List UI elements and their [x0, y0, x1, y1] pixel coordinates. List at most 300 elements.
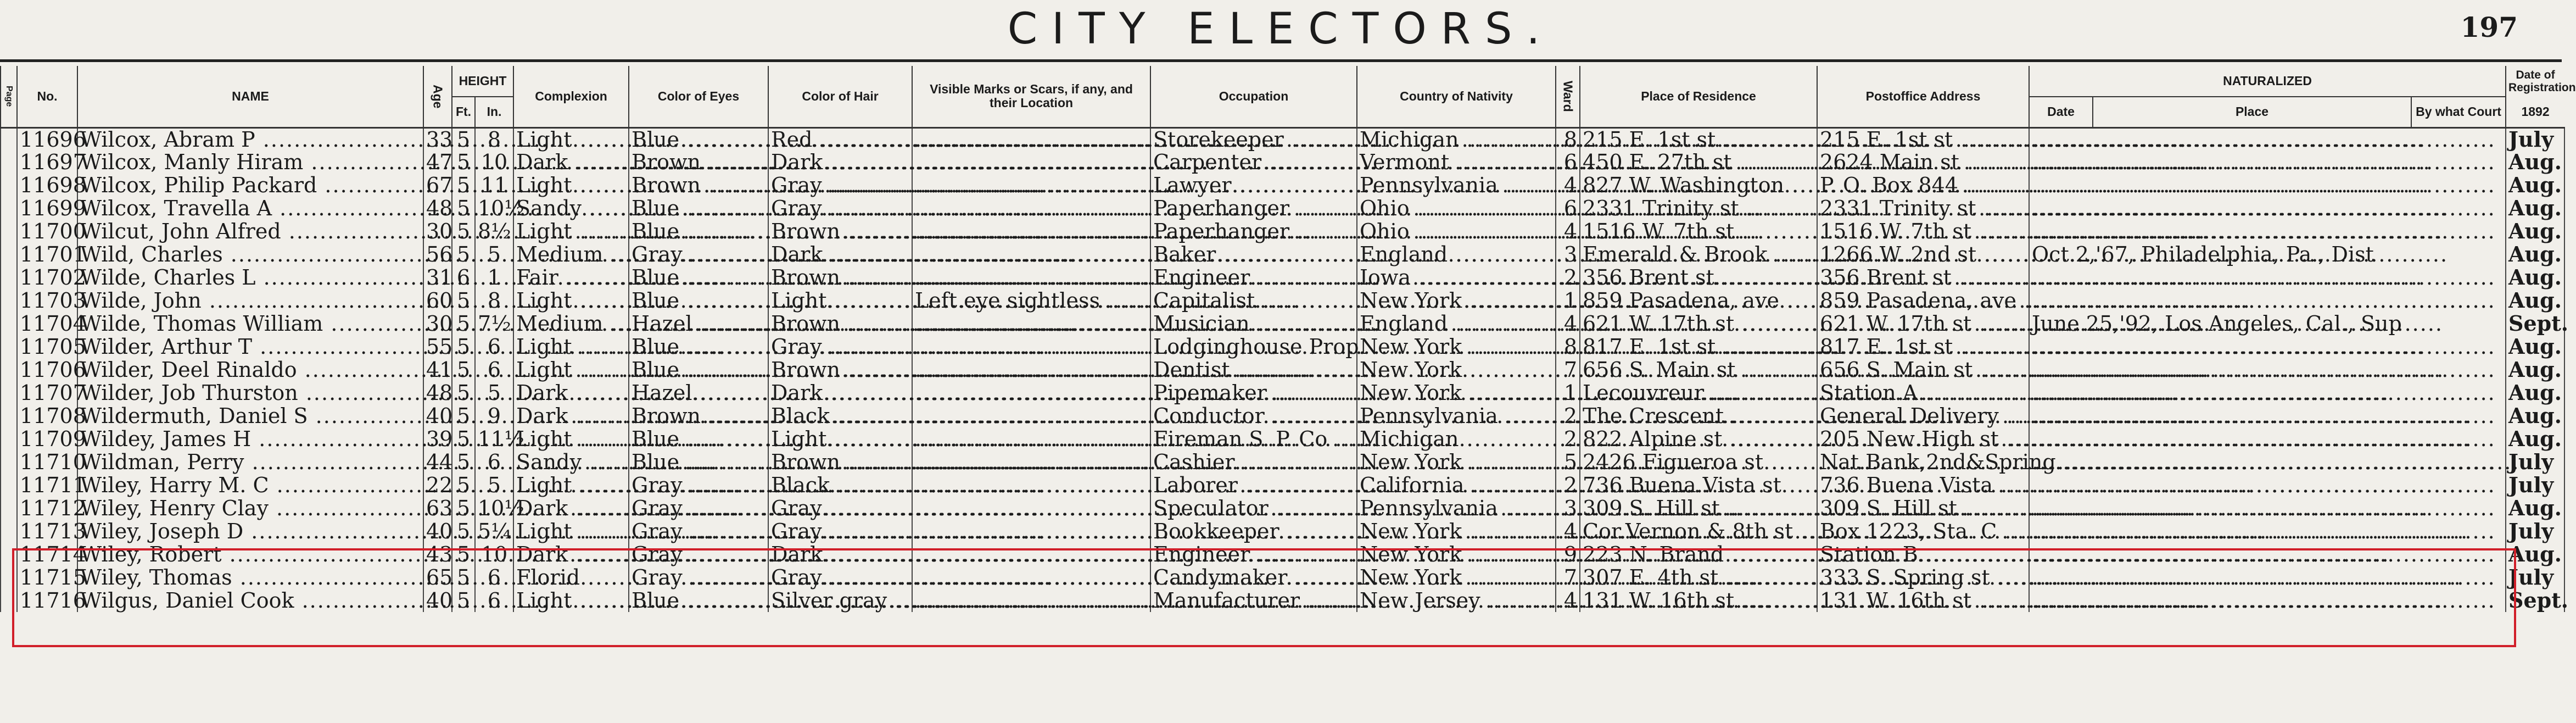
occupation-cell: Paperhanger .....: [1150, 197, 1357, 220]
height-in-cell: 5: [475, 381, 513, 404]
col-header-marks: Visible Marks or Scars, if any, and their Location: [912, 66, 1150, 127]
col-header-no: No.: [17, 66, 77, 127]
eyes-cell: Hazel .....: [629, 312, 768, 335]
height-in-cell: 11: [475, 174, 513, 197]
complexion-cell: Light .....: [513, 289, 629, 312]
eyes-cell: Gray .....: [629, 543, 768, 566]
ward-cell: 1: [1556, 381, 1580, 404]
height-ft-cell: 5: [452, 520, 475, 543]
number-cell: 11707: [17, 381, 77, 404]
name-cell: Wiley, Harry M. C .....: [77, 474, 423, 497]
ward-cell: 6: [1556, 197, 1580, 220]
ward-cell: 4: [1556, 220, 1580, 243]
table-row: [1, 151, 2564, 174]
occupation-cell: Carpenter .....: [1150, 151, 1357, 174]
residence-cell: 223 N. Brand .....: [1580, 543, 1817, 566]
number-cell: 11704: [17, 312, 77, 335]
ward-cell: 6: [1556, 151, 1580, 174]
page-title: CITY ELECTORS.: [1007, 4, 1555, 54]
eyes-cell: Brown .....: [629, 174, 768, 197]
table-row: [1, 497, 2564, 520]
residence-cell: 307 E. 4th st .....: [1580, 566, 1817, 589]
complexion-cell: Medium .....: [513, 243, 629, 266]
table-row: [1, 243, 2564, 266]
number-cell: 11706: [17, 358, 77, 381]
residence-cell: 736 Buena Vista st .....: [1580, 474, 1817, 497]
name-cell: Wildman, Perry .....: [77, 451, 423, 474]
page-cell: [1, 243, 17, 266]
country-cell: Ohio .....: [1357, 197, 1556, 220]
residence-cell: 1516 W. 7th st .....: [1580, 220, 1817, 243]
age-cell: 43: [423, 543, 452, 566]
header-row: [1, 66, 2564, 97]
hair-cell: Brown .....: [768, 451, 912, 474]
hair-cell: Brown .....: [768, 266, 912, 289]
country-cell: New York .....: [1357, 289, 1556, 312]
country-cell: Iowa .....: [1357, 266, 1556, 289]
occupation-cell: Pipemaker .....: [1150, 381, 1357, 404]
reg-month-cell: Aug.: [2506, 220, 2564, 243]
name-cell: Wilde, John .....: [77, 289, 423, 312]
occupation-cell: Engineer .....: [1150, 266, 1357, 289]
complexion-cell: Sandy .....: [513, 451, 629, 474]
number-cell: 11697: [17, 151, 77, 174]
reg-month-cell: Aug.: [2506, 381, 2564, 404]
eyes-cell: Blue .....: [629, 335, 768, 358]
complexion-cell: Light .....: [513, 127, 629, 151]
height-ft-cell: 6: [452, 266, 475, 289]
hair-cell: Light .....: [768, 289, 912, 312]
height-ft-cell: 5: [452, 543, 475, 566]
name-cell: Wilcox, Manly Hiram .....: [77, 151, 423, 174]
ward-cell: 4: [1556, 589, 1580, 612]
eyes-cell: Gray .....: [629, 243, 768, 266]
complexion-cell: Light .....: [513, 335, 629, 358]
marks-cell: [912, 451, 1150, 474]
col-header-height: HEIGHT: [452, 66, 513, 97]
age-cell: 65: [423, 566, 452, 589]
postoffice-cell: Nat.Bank,2nd&Spring .....: [1817, 451, 2029, 474]
hair-cell: Silver gray .....: [768, 589, 912, 612]
eyes-cell: Blue .....: [629, 266, 768, 289]
postoffice-cell: 309 S. Hill st .....: [1817, 497, 2029, 520]
country-cell: New York .....: [1357, 381, 1556, 404]
naturalized-cell: [2029, 543, 2506, 566]
country-cell: New York .....: [1357, 566, 1556, 589]
height-ft-cell: 5: [452, 404, 475, 427]
hair-cell: Gray .....: [768, 335, 912, 358]
ward-cell: 7: [1556, 566, 1580, 589]
page-cell: [1, 174, 17, 197]
reg-month-cell: Sept.: [2506, 589, 2564, 612]
name-cell: Wildermuth, Daniel S .....: [77, 404, 423, 427]
name-cell: Wilder, Deel Rinaldo .....: [77, 358, 423, 381]
height-ft-cell: 5: [452, 451, 475, 474]
eyes-cell: Gray .....: [629, 520, 768, 543]
residence-cell: 859 Pasadena, ave .....: [1580, 289, 1817, 312]
name-cell: Wild, Charles .....: [77, 243, 423, 266]
number-cell: 11715: [17, 566, 77, 589]
number-cell: 11703: [17, 289, 77, 312]
residence-cell: 309 S. Hill st .....: [1580, 497, 1817, 520]
height-ft-cell: 5: [452, 474, 475, 497]
height-ft-cell: 5: [452, 427, 475, 451]
age-cell: 39: [423, 427, 452, 451]
eyes-cell: Blue .....: [629, 427, 768, 451]
height-ft-cell: 5: [452, 151, 475, 174]
col-header-nat-place: Place: [2093, 97, 2411, 127]
number-cell: 11696: [17, 127, 77, 151]
col-header-reg-year: 1892: [2506, 97, 2564, 127]
height-in-cell: 5¼: [475, 520, 513, 543]
naturalized-cell: [2029, 589, 2506, 612]
table-row: [1, 358, 2564, 381]
page-cell: [1, 451, 17, 474]
number-cell: 11702: [17, 266, 77, 289]
marks-cell: Left eye sightless .....: [912, 289, 1150, 312]
age-cell: 56: [423, 243, 452, 266]
naturalized-cell: [2029, 358, 2506, 381]
ward-cell: 2: [1556, 404, 1580, 427]
col-header-nat-date: Date: [2029, 97, 2093, 127]
reg-month-cell: Aug.: [2506, 151, 2564, 174]
occupation-cell: Capitalist .....: [1150, 289, 1357, 312]
height-in-cell: 6: [475, 589, 513, 612]
hair-cell: Light .....: [768, 427, 912, 451]
ward-cell: 1: [1556, 289, 1580, 312]
reg-month-cell: Aug.: [2506, 427, 2564, 451]
table-row: [1, 404, 2564, 427]
reg-month-cell: Aug.: [2506, 497, 2564, 520]
occupation-cell: Candymaker .....: [1150, 566, 1357, 589]
naturalized-cell: [2029, 404, 2506, 427]
residence-cell: Emerald & Brook .....: [1580, 243, 1817, 266]
eyes-cell: Blue .....: [629, 451, 768, 474]
age-cell: 67: [423, 174, 452, 197]
number-cell: 11701: [17, 243, 77, 266]
postoffice-cell: Station A .....: [1817, 381, 2029, 404]
page-cell: [1, 497, 17, 520]
table-row: [1, 566, 2564, 589]
postoffice-cell: 2624 Main st .....: [1817, 151, 2029, 174]
ward-cell: 4: [1556, 174, 1580, 197]
name-cell: Wiley, Thomas .....: [77, 566, 423, 589]
col-header-hair: Color of Hair: [768, 66, 912, 127]
country-cell: New Jersey .....: [1357, 589, 1556, 612]
page-cell: [1, 312, 17, 335]
naturalized-cell: [2029, 151, 2506, 174]
number-cell: 11710: [17, 451, 77, 474]
country-cell: Pennsylvania .....: [1357, 174, 1556, 197]
number-cell: 11699: [17, 197, 77, 220]
marks-cell: [912, 427, 1150, 451]
occupation-cell: Musician .....: [1150, 312, 1357, 335]
col-header-registration: Date of Registration: [2506, 66, 2564, 97]
page-cell: [1, 289, 17, 312]
residence-cell: 827 W. Washington .....: [1580, 174, 1817, 197]
postoffice-cell: 736 Buena Vista .....: [1817, 474, 2029, 497]
postoffice-cell: Box 1223, Sta. C .....: [1817, 520, 2029, 543]
complexion-cell: Medium .....: [513, 312, 629, 335]
name-cell: Wilcox, Travella A .....: [77, 197, 423, 220]
naturalized-cell: [2029, 220, 2506, 243]
col-header-age: Age: [423, 66, 452, 127]
height-in-cell: 8: [475, 127, 513, 151]
ward-cell: 8: [1556, 127, 1580, 151]
country-cell: New York .....: [1357, 543, 1556, 566]
eyes-cell: Blue .....: [629, 589, 768, 612]
complexion-cell: Sandy .....: [513, 197, 629, 220]
country-cell: Michigan .....: [1357, 427, 1556, 451]
hair-cell: Gray .....: [768, 497, 912, 520]
postoffice-cell: 205 New High st .....: [1817, 427, 2029, 451]
page-cell: [1, 197, 17, 220]
number-cell: 11716: [17, 589, 77, 612]
complexion-cell: Light .....: [513, 520, 629, 543]
hair-cell: Black .....: [768, 404, 912, 427]
naturalized-cell: June 25,'92, Los Angeles, Cal., Sup: [2029, 312, 2506, 335]
reg-month-cell: Aug.: [2506, 289, 2564, 312]
eyes-cell: Brown .....: [629, 151, 768, 174]
occupation-cell: Storekeeper .....: [1150, 127, 1357, 151]
complexion-cell: Light .....: [513, 220, 629, 243]
eyes-cell: Brown .....: [629, 404, 768, 427]
col-header-ft: Ft.: [452, 97, 475, 127]
country-cell: Vermont .....: [1357, 151, 1556, 174]
complexion-cell: Light .....: [513, 589, 629, 612]
name-cell: Wilcut, John Alfred .....: [77, 220, 423, 243]
residence-cell: 822 Alpine st .....: [1580, 427, 1817, 451]
marks-cell: [912, 127, 1150, 151]
table-row: [1, 335, 2564, 358]
page-cell: [1, 404, 17, 427]
marks-cell: [912, 266, 1150, 289]
page-cell: [1, 474, 17, 497]
age-cell: 47: [423, 151, 452, 174]
ward-cell: 2: [1556, 266, 1580, 289]
postoffice-cell: Station B .....: [1817, 543, 2029, 566]
residence-cell: Cor.Vernon & 8th st .....: [1580, 520, 1817, 543]
country-cell: Ohio .....: [1357, 220, 1556, 243]
height-ft-cell: 5: [452, 335, 475, 358]
page-cell: [1, 427, 17, 451]
height-ft-cell: 5: [452, 243, 475, 266]
marks-cell: [912, 197, 1150, 220]
ward-cell: 4: [1556, 520, 1580, 543]
occupation-cell: Lodginghouse Prop. .....: [1150, 335, 1357, 358]
postoffice-cell: 131 W. 16th st .....: [1817, 589, 2029, 612]
hair-cell: Gray .....: [768, 566, 912, 589]
hair-cell: Gray .....: [768, 520, 912, 543]
reg-month-cell: Aug.: [2506, 243, 2564, 266]
age-cell: 40: [423, 589, 452, 612]
name-cell: Wildey, James H .....: [77, 427, 423, 451]
residence-cell: Lecouvreur .....: [1580, 381, 1817, 404]
occupation-cell: Fireman S. P. Co .....: [1150, 427, 1357, 451]
page-cell: [1, 566, 17, 589]
residence-cell: 450 E. 27th st .....: [1580, 151, 1817, 174]
naturalized-cell: [2029, 474, 2506, 497]
page-cell: [1, 151, 17, 174]
ward-cell: 8: [1556, 335, 1580, 358]
height-in-cell: 6: [475, 358, 513, 381]
hair-cell: Gray .....: [768, 197, 912, 220]
col-header-residence: Place of Residence: [1580, 66, 1817, 127]
reg-month-cell: July: [2506, 520, 2564, 543]
ward-cell: 5: [1556, 451, 1580, 474]
name-cell: Wilde, Charles L .....: [77, 266, 423, 289]
height-ft-cell: 5: [452, 197, 475, 220]
hair-cell: Brown .....: [768, 312, 912, 335]
marks-cell: [912, 566, 1150, 589]
page-cell: [1, 335, 17, 358]
ward-cell: 7: [1556, 358, 1580, 381]
col-header-naturalized: NATURALIZED: [2029, 66, 2506, 97]
occupation-cell: Manufacturer .....: [1150, 589, 1357, 612]
complexion-cell: Light .....: [513, 174, 629, 197]
country-cell: Pennsylvania .....: [1357, 404, 1556, 427]
table-row: [1, 381, 2564, 404]
electors-register-table: [0, 66, 2576, 613]
occupation-cell: Speculator .....: [1150, 497, 1357, 520]
number-cell: 11712: [17, 497, 77, 520]
naturalized-cell: [2029, 566, 2506, 589]
naturalized-cell: [2029, 451, 2506, 474]
marks-cell: [912, 474, 1150, 497]
height-in-cell: 5: [475, 474, 513, 497]
ward-cell: 4: [1556, 312, 1580, 335]
hair-cell: Brown .....: [768, 220, 912, 243]
residence-cell: 656 S. Main st .....: [1580, 358, 1817, 381]
naturalized-cell: [2029, 174, 2506, 197]
residence-cell: 131 W. 16th st .....: [1580, 589, 1817, 612]
marks-cell: [912, 520, 1150, 543]
naturalized-cell: [2029, 335, 2506, 358]
country-cell: New York .....: [1357, 451, 1556, 474]
naturalized-cell: [2029, 197, 2506, 220]
name-cell: Wilder, Job Thurston .....: [77, 381, 423, 404]
complexion-cell: Dark .....: [513, 404, 629, 427]
occupation-cell: Baker .....: [1150, 243, 1357, 266]
height-in-cell: 6: [475, 566, 513, 589]
name-cell: Wilder, Arthur T .....: [77, 335, 423, 358]
height-in-cell: 10½: [475, 197, 513, 220]
table-row: [1, 197, 2564, 220]
number-cell: 11700: [17, 220, 77, 243]
naturalized-cell: Oct.2,'67, Philadelphia, Pa., Dist: [2029, 243, 2506, 266]
residence-cell: 2426 Figueroa st .....: [1580, 451, 1817, 474]
residence-cell: The Crescent .....: [1580, 404, 1817, 427]
col-header-ward: Ward: [1556, 66, 1580, 127]
complexion-cell: Dark .....: [513, 497, 629, 520]
age-cell: 31: [423, 266, 452, 289]
table-row: [1, 543, 2564, 566]
number-cell: 11709: [17, 427, 77, 451]
residence-cell: 356 Brent st .....: [1580, 266, 1817, 289]
complexion-cell: Dark .....: [513, 381, 629, 404]
height-ft-cell: 5: [452, 220, 475, 243]
name-cell: Wilcox, Abram P .....: [77, 127, 423, 151]
number-cell: 11714: [17, 543, 77, 566]
country-cell: New York .....: [1357, 335, 1556, 358]
age-cell: 55: [423, 335, 452, 358]
eyes-cell: Blue .....: [629, 127, 768, 151]
postoffice-cell: 656 S. Main st .....: [1817, 358, 2029, 381]
col-header-name: NAME: [77, 66, 423, 127]
col-header-page: Page: [1, 66, 17, 127]
page-cell: [1, 127, 17, 151]
reg-month-cell: July: [2506, 127, 2564, 151]
name-cell: Wiley, Robert .....: [77, 543, 423, 566]
age-cell: 44: [423, 451, 452, 474]
table-row: [1, 289, 2564, 312]
complexion-cell: Light .....: [513, 474, 629, 497]
page-cell: [1, 266, 17, 289]
naturalized-cell: [2029, 520, 2506, 543]
hair-cell: Dark .....: [768, 543, 912, 566]
country-cell: England .....: [1357, 312, 1556, 335]
col-header-postoffice: Postoffice Address: [1817, 66, 2029, 127]
table-row: [1, 312, 2564, 335]
col-header-complexion: Complexion: [513, 66, 629, 127]
reg-month-cell: Aug.: [2506, 266, 2564, 289]
ward-cell: 9: [1556, 543, 1580, 566]
postoffice-cell: 333 S. Spring st .....: [1817, 566, 2029, 589]
age-cell: 30: [423, 220, 452, 243]
reg-month-cell: Aug.: [2506, 358, 2564, 381]
height-ft-cell: 5: [452, 312, 475, 335]
hair-cell: Dark .....: [768, 151, 912, 174]
name-cell: Wiley, Henry Clay .....: [77, 497, 423, 520]
occupation-cell: Conductor .....: [1150, 404, 1357, 427]
page-cell: [1, 520, 17, 543]
eyes-cell: Hazel .....: [629, 381, 768, 404]
marks-cell: [912, 404, 1150, 427]
reg-month-cell: July: [2506, 566, 2564, 589]
height-in-cell: 10: [475, 151, 513, 174]
marks-cell: [912, 174, 1150, 197]
height-ft-cell: 5: [452, 174, 475, 197]
reg-month-cell: Aug.: [2506, 335, 2564, 358]
table-row: [1, 220, 2564, 243]
height-in-cell: 10½: [475, 497, 513, 520]
col-header-nat-court: By what Court: [2411, 97, 2506, 127]
complexion-cell: Florid .....: [513, 566, 629, 589]
height-in-cell: 1: [475, 266, 513, 289]
marks-cell: [912, 243, 1150, 266]
page-cell: [1, 358, 17, 381]
postoffice-cell: General Delivery .....: [1817, 404, 2029, 427]
residence-cell: 215 E. 1st st .....: [1580, 127, 1817, 151]
height-in-cell: 6: [475, 335, 513, 358]
age-cell: 33: [423, 127, 452, 151]
reg-month-cell: Sept.: [2506, 312, 2564, 335]
occupation-cell: Engineer .....: [1150, 543, 1357, 566]
height-in-cell: 9: [475, 404, 513, 427]
hair-cell: Black .....: [768, 474, 912, 497]
age-cell: 40: [423, 404, 452, 427]
marks-cell: [912, 381, 1150, 404]
table-row: [1, 127, 2564, 151]
height-in-cell: 5: [475, 243, 513, 266]
eyes-cell: Blue .....: [629, 358, 768, 381]
marks-cell: [912, 151, 1150, 174]
naturalized-cell: [2029, 289, 2506, 312]
number-cell: 11711: [17, 474, 77, 497]
table-row: [1, 589, 2564, 612]
naturalized-cell: [2029, 497, 2506, 520]
complexion-cell: Light .....: [513, 358, 629, 381]
